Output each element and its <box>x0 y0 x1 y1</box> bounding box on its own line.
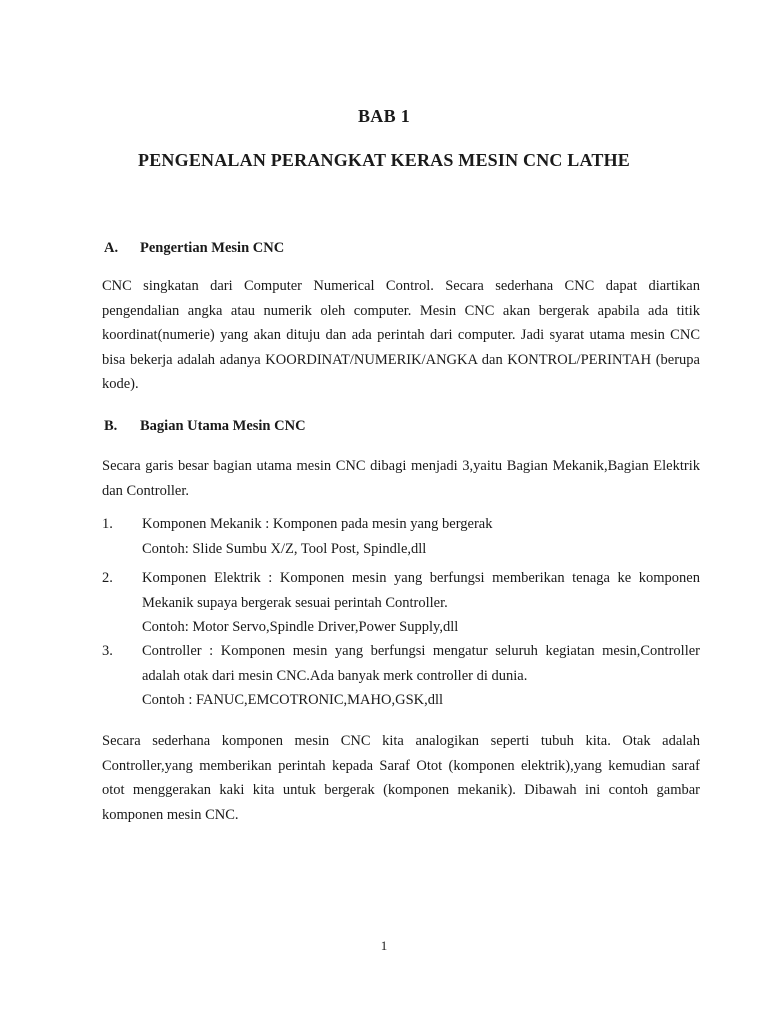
section-b-intro: Secara garis besar bagian utama mesin CNC dibagi menjadi 3,yaitu Bagian Mekanik,Bagian Elektrik dan Controller. <box>102 458 700 499</box>
section-b-letter: B. <box>104 418 118 434</box>
section-a-title: Pengertian Mesin CNC <box>140 240 285 256</box>
section-b-title: Bagian Utama Mesin CNC <box>140 418 306 434</box>
list-number: 2. <box>102 570 113 586</box>
list-item-description: Komponen Elektrik : Komponen mesin yang berfungsi memberikan tenaga ke komponen Mekanik supaya bergerak sesuai perintah Controller. <box>142 570 700 611</box>
list-item-1 <box>102 512 700 561</box>
list-item-2 <box>102 566 700 640</box>
list-number: 1. <box>102 516 113 532</box>
list-item-description: Komponen Mekanik : Komponen pada mesin yang bergerak <box>142 516 493 532</box>
list-item-example: Contoh : FANUC,EMCOTRONIC,MAHO,GSK,dll <box>142 692 444 708</box>
list-item-3 <box>102 639 700 713</box>
section-b-heading <box>104 418 306 435</box>
section-a-letter: A. <box>104 240 119 256</box>
list-number: 3. <box>102 643 113 659</box>
list-item-description: Controller : Komponen mesin yang berfungsi mengatur seluruh kegiatan mesin,Controller adalah otak dari mesin CNC.Ada banyak merk controller di dunia. <box>142 643 700 684</box>
section-a-heading <box>104 240 284 257</box>
section-a-paragraph: CNC singkatan dari Computer Numerical Control. Secara sederhana CNC dapat diartikan pengendalian angka atau numerik oleh computer. Mesin CNC akan bergerak apabila ada titik koordinat(numerie) yang akan dituju dan ada perintah dari computer. Jadi syarat utama mesin CNC bisa bekerja adalah adanya KOORDINAT/NUMERIK/ANGKA dan KONTROL/PERINTAH (berupa kode). <box>102 278 700 392</box>
chapter-number: BAB 1 <box>357 106 410 126</box>
page-number: 1 <box>380 938 388 953</box>
chapter-title: PENGENALAN PERANGKAT KERAS MESIN CNC LATHE <box>138 150 630 170</box>
list-item-example: Contoh: Slide Sumbu X/Z, Tool Post, Spindle,dll <box>142 540 427 557</box>
section-b-closing: Secara sederhana komponen mesin CNC kita analogikan seperti tubuh kita. Otak adalah Controller,yang memberikan perintah kepada Saraf Otot (komponen elektrik),yang kemudian saraf otot menggerakan kaki kita untuk bergerak (komponen mekanik). Dibawah ini contoh gambar komponen mesin CNC. <box>102 733 700 823</box>
list-item-example: Contoh: Motor Servo,Spindle Driver,Power Supply,dll <box>142 619 459 635</box>
